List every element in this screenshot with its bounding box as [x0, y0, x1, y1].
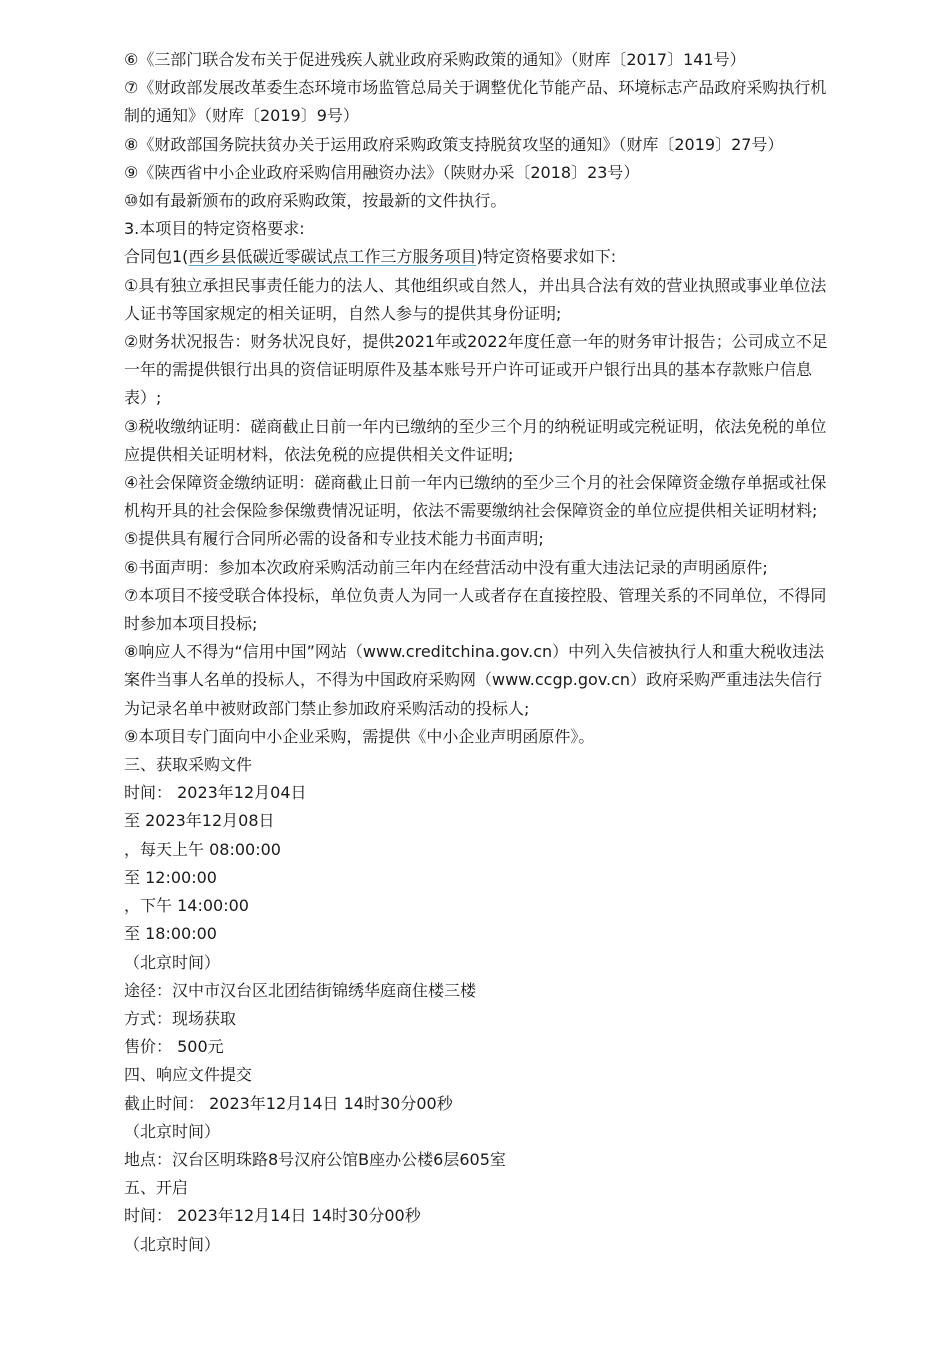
submit-heading: 四、响应文件提交	[124, 1065, 253, 1085]
obtain-afternoon-start: ，下午 14:00:00	[124, 896, 249, 916]
qualification-item: ⑥书面声明：参加本次政府采购活动前三年内在经营活动中没有重大违法记录的声明函原件;	[124, 557, 768, 577]
obtain-time-end: 至 2023年12月08日	[124, 811, 275, 831]
qualification-item: ⑦本项目不接受联合体投标，单位负责人为同一人或者存在直接控股、管理关系的不同单位，不得同时参加本项目投标;	[124, 585, 827, 634]
package-prefix: 合同包1(	[124, 247, 189, 267]
qualification-item: ①具有独立承担民事责任能力的法人、其他组织或自然人，并出具合法有效的营业执照或事业单位法人证书等国家规定的相关证明，自然人参与的提供其身份证明;	[124, 275, 827, 323]
policy-item: ⑩如有最新颁布的政府采购政策，按最新的文件执行。	[124, 191, 507, 211]
obtain-price: 售价： 500元	[124, 1037, 224, 1057]
qualification-item: ⑨本项目专门面向中小企业采购，需提供《中小企业声明函原件》。	[124, 726, 595, 746]
opening-heading: 五、开启	[124, 1178, 189, 1198]
obtain-time-start: 时间： 2023年12月04日	[124, 783, 307, 803]
obtain-morning-end: 至 12:00:00	[124, 867, 217, 887]
policy-item: ⑦《财政部发展改革委生态环境市场监管总局关于调整优化节能产品、环境标志产品政府采购执行机制的通知》（财库〔2019〕9号）	[124, 78, 827, 126]
package-suffix: )特定资格要求如下:	[476, 247, 617, 267]
opening-timezone: （北京时间）	[124, 1234, 221, 1254]
qualification-item: ④社会保障资金缴纳证明：磋商截止日前一年内已缴纳的至少三个月的社会保障资金缴存单据或社保机构开具的社会保险参保缴费情况证明，依法不需要缴纳社会保障资金的单位应提供相关证明材料;	[124, 473, 827, 521]
obtain-route: 途径：汉中市汉台区北团结街锦绣华庭商住楼三楼	[124, 980, 477, 1000]
qualification-item: ⑤提供具有履行合同所必需的设备和专业技术能力书面声明;	[124, 529, 544, 549]
document-body	[124, 46, 828, 1259]
package-name-link[interactable]: 西乡县低碳近零碳试点工作三方服务项目	[188, 247, 477, 267]
contract-package-line	[124, 243, 828, 271]
submit-location: 地点：汉台区明珠路8号汉府公馆B座办公楼6层605室	[124, 1149, 506, 1169]
submit-deadline: 截止时间： 2023年12月14日 14时30分00秒	[124, 1093, 453, 1113]
submit-timezone: （北京时间）	[124, 1121, 221, 1141]
obtain-afternoon-end: 至 18:00:00	[124, 924, 217, 944]
policy-item: ⑥《三部门联合发布关于促进残疾人就业政府采购政策的通知》（财库〔2017〕141号）	[124, 50, 746, 69]
qualification-item: ⑧响应人不得为“信用中国”网站（www.creditchina.gov.cn）中列入失信被执行人和重大税收违法案件当事人名单的投标人，不得为中国政府采购网（www.ccgp.gov.cn）政府采购严重违法失信行为记录名单中被财政部门禁止参加政府采购活动的投标人;	[124, 642, 825, 718]
policy-item: ⑧《财政部国务院扶贫办关于运用政府采购政策支持脱贫攻坚的通知》（财库〔2019〕27号）	[124, 134, 784, 154]
obtain-heading: 三、获取采购文件	[124, 755, 253, 775]
policy-item: ⑨《陕西省中小企业政府采购信用融资办法》（陕财办采〔2018〕23号）	[124, 162, 640, 182]
opening-time: 时间： 2023年12月14日 14时30分00秒	[124, 1206, 421, 1226]
qualification-item: ②财务状况报告：财务状况良好，提供2021年或2022年度任意一年的财务审计报告；公司成立不足一年的需提供银行出具的资信证明原件及基本账号开户许可证或开户银行出具的基本存款账户信息表）;	[124, 332, 828, 408]
qualification-item: ③税收缴纳证明：磋商截止日前一年内已缴纳的至少三个月的纳税证明或完税证明，依法免税的单位应提供相关证明材料，依法免税的应提供相关文件证明;	[124, 416, 827, 464]
obtain-timezone: （北京时间）	[124, 952, 221, 972]
obtain-method: 方式：现场获取	[124, 1008, 237, 1028]
obtain-morning-start: ，每天上午 08:00:00	[124, 839, 281, 859]
qualification-heading: 3.本项目的特定资格要求:	[124, 219, 305, 239]
